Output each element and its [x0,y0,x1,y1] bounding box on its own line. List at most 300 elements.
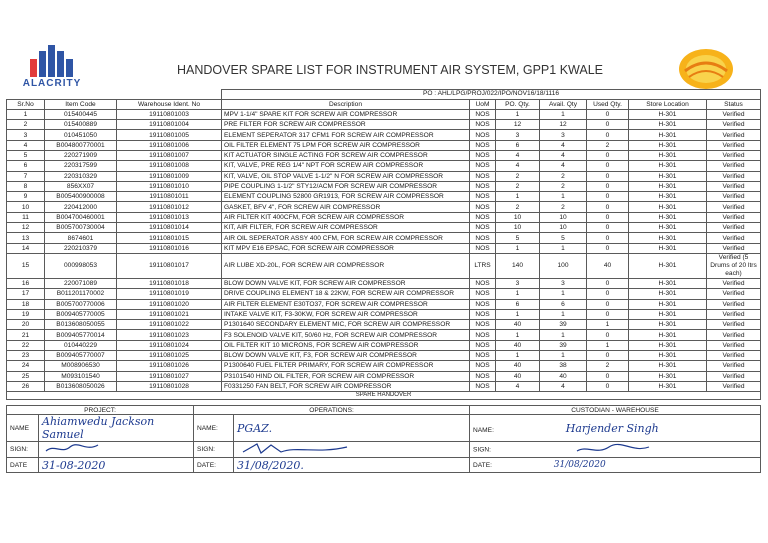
table-row [7,289,761,299]
cell-sr: 7 [7,171,45,181]
table-row [7,243,761,253]
project-date-value: 31-08-2020 [42,458,106,472]
cell-status: Verified [707,140,761,150]
cell-status: Verified [707,192,761,202]
cell-code: B009405770014 [45,330,117,340]
column-header: PO. Qty. [496,99,540,109]
section-label: SPARE HANDOVER [7,392,761,400]
cell-used: 1 [587,340,629,350]
cell-loc: H-301 [629,340,707,350]
cell-used: 0 [587,202,629,212]
cell-used: 1 [587,320,629,330]
cell-sr: 25 [7,371,45,381]
table-row [7,340,761,350]
cell-uom: NOS [470,150,496,160]
cell-ident: 19110801016 [117,243,222,253]
cell-status: Verified [707,202,761,212]
warehouse-date-value: 31/08/2020 [553,460,606,470]
cell-used: 0 [587,120,629,130]
cell-uom: NOS [470,361,496,371]
cell-uom: NOS [470,233,496,243]
cell-code: 010451050 [45,130,117,140]
cell-sr: 23 [7,351,45,361]
cell-uom: NOS [470,330,496,340]
cell-po: 6 [496,140,540,150]
cell-uom: NOS [470,351,496,361]
cell-status: Verified [707,243,761,253]
cell-ident: 19110801003 [117,109,222,119]
cell-sr: 16 [7,278,45,288]
cell-loc: H-301 [629,181,707,191]
cell-po: 6 [496,299,540,309]
cell-avail: 38 [540,361,587,371]
cell-po: 12 [496,120,540,130]
cell-po: 1 [496,330,540,340]
cell-po: 1 [496,243,540,253]
cell-po: 140 [496,253,540,278]
cell-uom: NOS [470,171,496,181]
cell-loc: H-301 [629,120,707,130]
cell-po: 4 [496,161,540,171]
cell-desc: P3101540 HIND OIL FILTER, FOR SCREW AIR COMPRESSOR [222,371,470,381]
cell-desc: P1300640 FUEL FILTER PRIMARY, FOR SCREW AIR COMPRESSOR [222,361,470,371]
cell-sr: 17 [7,289,45,299]
cell-po: 5 [496,233,540,243]
cell-loc: H-301 [629,361,707,371]
cell-status: Verified [707,340,761,350]
cell-uom: NOS [470,243,496,253]
cell-ident: 19110801020 [117,299,222,309]
cell-avail: 1 [540,192,587,202]
cell-avail: 2 [540,181,587,191]
cell-code: B011201170002 [45,289,117,299]
cell-uom: NOS [470,289,496,299]
cell-uom: NOS [470,320,496,330]
document-title: HANDOVER SPARE LIST FOR INSTRUMENT AIR SYSTEM, GPP1 KWALE [176,63,603,77]
cell-ident: 19110801019 [117,289,222,299]
cell-sr: 20 [7,320,45,330]
table-row [7,233,761,243]
cell-desc: AIR FILTER ELEMENT E30TO37, FOR SCREW AIR COMPRESSOR [222,299,470,309]
cell-code: 220210379 [45,243,117,253]
cell-loc: H-301 [629,278,707,288]
cell-code: B013608050026 [45,381,117,391]
column-header: Status [707,99,761,109]
cell-ident: 19110801011 [117,192,222,202]
cell-sr: 15 [7,253,45,278]
cell-desc: PRE FILTER FOR SCREW AIR COMPRESSOR [222,120,470,130]
cell-po: 2 [496,171,540,181]
cell-po: 40 [496,361,540,371]
cell-status: Verified [707,212,761,222]
table-row [7,351,761,361]
logo-bar [39,51,46,77]
table-row [7,202,761,212]
cell-ident: 19110801005 [117,130,222,140]
cell-desc: AIR OIL SEPERATOR ASSY 400 CFM, FOR SCREW AIR COMPRESSOR [222,233,470,243]
table-row [7,381,761,391]
cell-code: B009405770007 [45,351,117,361]
cell-ident: 19110801004 [117,120,222,130]
table-row [7,150,761,160]
cell-desc: PIPE COUPLING 1-1/2" STY12/ACM FOR SCREW AIR COMPRESSOR [222,181,470,191]
column-header: Sr.No [7,99,45,109]
cell-status: Verified [707,109,761,119]
cell-loc: H-301 [629,171,707,181]
warehouse-name-value: Harjender Singh [565,421,659,435]
cell-uom: NOS [470,202,496,212]
cell-desc: AIR FILTER KIT 400CFM, FOR SCREW AIR COMPRESSOR [222,212,470,222]
cell-avail: 1 [540,243,587,253]
cell-status: Verified [707,181,761,191]
cell-code: M008906530 [45,361,117,371]
column-header: Description [222,99,470,109]
cell-loc: H-301 [629,233,707,243]
cell-ident: 19110801006 [117,140,222,150]
cell-desc: BLOW DOWN VALVE KIT, F3, FOR SCREW AIR COMPRESSOR [222,351,470,361]
cell-code: 220310329 [45,171,117,181]
cell-status: Verified [707,371,761,381]
cell-status: Verified [707,361,761,371]
cell-sr: 4 [7,140,45,150]
table-row [7,171,761,181]
company-logo [10,45,94,89]
cell-desc: F0331250 FAN BELT, FOR SCREW AIR COMPRESSOR [222,381,470,391]
warehouse-name-label: NAME: [473,426,494,434]
operations-sign-label: SIGN: [194,442,234,458]
cell-sr: 24 [7,361,45,371]
cell-sr: 21 [7,330,45,340]
cell-ident: 19110801022 [117,320,222,330]
cell-desc: KIT, VALVE, OIL STOP VALVE 1-1/2" N FOR SCREW AIR COMPRESSOR [222,171,470,181]
cell-loc: H-301 [629,223,707,233]
cell-desc: INTAKE VALVE KIT, F3-30KW, FOR SCREW AIR COMPRESSOR [222,309,470,319]
cell-avail: 4 [540,161,587,171]
cell-uom: NOS [470,120,496,130]
cell-code: 220317599 [45,161,117,171]
cell-loc: H-301 [629,253,707,278]
cell-ident: 19110801018 [117,278,222,288]
cell-uom: NOS [470,381,496,391]
cell-sr: 3 [7,130,45,140]
cell-used: 0 [587,233,629,243]
cell-avail: 1 [540,351,587,361]
cell-sr: 14 [7,243,45,253]
cell-sr: 26 [7,381,45,391]
cell-desc: P1301640 SECONDARY ELEMENT MIC, FOR SCREW AIR COMPRESSOR [222,320,470,330]
column-header: Avail. Qty [540,99,587,109]
column-header: Store Location [629,99,707,109]
cell-loc: H-301 [629,371,707,381]
cell-loc: H-301 [629,320,707,330]
cell-sr: 9 [7,192,45,202]
cell-loc: H-301 [629,243,707,253]
cell-status: Verified (5 Drums of 20 ltrs each) [707,253,761,278]
cell-status: Verified [707,150,761,160]
cell-avail: 4 [540,381,587,391]
cell-ident: 19110801017 [117,253,222,278]
cell-po: 10 [496,223,540,233]
cell-used: 0 [587,181,629,191]
cell-avail: 39 [540,320,587,330]
column-header: UoM [470,99,496,109]
project-name-label: NAME [7,415,39,442]
table-row [7,253,761,278]
cell-ident: 19110801009 [117,171,222,181]
cell-desc: BLOW DOWN VALVE KIT, FOR SCREW AIR COMPRESSOR [222,278,470,288]
cell-avail: 4 [540,140,587,150]
cell-code: 220071089 [45,278,117,288]
cell-code: 000998053 [45,253,117,278]
table-row [7,361,761,371]
table-row [7,192,761,202]
cell-uom: NOS [470,109,496,119]
cell-used: 0 [587,330,629,340]
cell-po: 4 [496,150,540,160]
cell-uom: NOS [470,278,496,288]
table-row [7,212,761,222]
cell-avail: 2 [540,202,587,212]
logo-bars-icon [28,45,78,77]
cell-po: 1 [496,192,540,202]
table-row [7,278,761,288]
cell-desc: KIT MPV E16 EPSAC, FOR SCREW AIR COMPRESSOR [222,243,470,253]
cell-used: 2 [587,361,629,371]
cell-uom: NOS [470,371,496,381]
cell-used: 0 [587,289,629,299]
project-name-value: Ahiamwedu Jackson Samuel [42,415,155,441]
cell-ident: 19110801027 [117,371,222,381]
cell-code: 015400889 [45,120,117,130]
cell-status: Verified [707,309,761,319]
cell-status: Verified [707,120,761,130]
table-row [7,161,761,171]
cell-po: 40 [496,340,540,350]
cell-uom: NOS [470,212,496,222]
company-name: ALACRITY [22,78,82,89]
cell-sr: 5 [7,150,45,160]
operations-date-label: DATE: [194,458,234,473]
cell-ident: 19110801010 [117,181,222,191]
cell-sr: 8 [7,181,45,191]
operations-date-value: 31/08/2020. [237,458,304,472]
cell-avail: 6 [540,299,587,309]
operations-signature-icon [237,442,357,455]
cell-code: B004800770001 [45,140,117,150]
cell-po: 1 [496,109,540,119]
cell-uom: NOS [470,192,496,202]
cell-ident: 19110801025 [117,351,222,361]
sun-logo-icon [677,47,735,91]
cell-code: 220271909 [45,150,117,160]
cell-desc: OIL FILTER KIT 10 MICRONS, FOR SCREW AIR COMPRESSOR [222,340,470,350]
cell-used: 0 [587,109,629,119]
cell-loc: H-301 [629,309,707,319]
cell-ident: 19110801028 [117,381,222,391]
table-row [7,181,761,191]
cell-po: 2 [496,181,540,191]
operations-name-value: PGAZ. [237,421,273,435]
cell-loc: H-301 [629,299,707,309]
project-signature-icon [42,442,102,455]
cell-uom: NOS [470,309,496,319]
cell-sr: 12 [7,223,45,233]
cell-code: M093101540 [45,371,117,381]
cell-loc: H-301 [629,109,707,119]
cell-sr: 1 [7,109,45,119]
spare-list-table [6,89,761,400]
cell-desc: DRIVE COUPLING ELEMENT 18 & 22KW, FOR SCREW AIR COMPRESSOR [222,289,470,299]
operations-header: OPERATIONS: [194,406,470,415]
cell-uom: NOS [470,130,496,140]
table-row [7,140,761,150]
cell-avail: 12 [540,120,587,130]
cell-desc: KIT ACTUATOR SINGLE ACTING FOR SCREW AIR COMPRESSOR [222,150,470,160]
cell-ident: 19110801013 [117,212,222,222]
cell-code: B005700730004 [45,223,117,233]
cell-status: Verified [707,289,761,299]
cell-used: 0 [587,309,629,319]
cell-status: Verified [707,223,761,233]
cell-avail: 1 [540,330,587,340]
cell-loc: H-301 [629,289,707,299]
cell-sr: 2 [7,120,45,130]
cell-po: 1 [496,289,540,299]
logo-bar [57,51,64,77]
cell-ident: 19110801023 [117,330,222,340]
cell-uom: LTRS [470,253,496,278]
cell-ident: 19110801007 [117,150,222,160]
cell-po: 1 [496,309,540,319]
cell-sr: 11 [7,212,45,222]
cell-used: 0 [587,278,629,288]
cell-desc: ELEMENT COUPLING 52800 GR1913, FOR SCREW AIR COMPRESSOR [222,192,470,202]
cell-ident: 19110801008 [117,161,222,171]
cell-code: B004700460001 [45,212,117,222]
cell-status: Verified [707,171,761,181]
cell-loc: H-301 [629,202,707,212]
cell-code: B005400900008 [45,192,117,202]
operations-name-label: NAME: [194,415,234,442]
cell-loc: H-301 [629,192,707,202]
cell-avail: 2 [540,171,587,181]
cell-loc: H-301 [629,140,707,150]
cell-sr: 22 [7,340,45,350]
cell-uom: NOS [470,140,496,150]
cell-used: 0 [587,299,629,309]
cell-avail: 4 [540,150,587,160]
cell-sr: 13 [7,233,45,243]
cell-status: Verified [707,381,761,391]
po-number: PO : AHL/LPG/PROJ/022/IPO/NOV16/18/1116 [222,90,761,100]
logo-bar [48,45,55,77]
cell-po: 1 [496,351,540,361]
cell-uom: NOS [470,181,496,191]
signoff-table [6,405,761,473]
cell-code: 856XX07 [45,181,117,191]
cell-code: 8674601 [45,233,117,243]
cell-code: B013608050055 [45,320,117,330]
logo-bar [66,59,73,77]
cell-ident: 19110801014 [117,223,222,233]
cell-desc: F3 SOLENOID VALVE KIT, 50/60 Hz, FOR SCREW AIR COMPRESSOR [222,330,470,340]
cell-status: Verified [707,278,761,288]
cell-avail: 3 [540,130,587,140]
cell-used: 40 [587,253,629,278]
cell-used: 0 [587,381,629,391]
table-row [7,130,761,140]
cell-avail: 1 [540,289,587,299]
cell-po: 4 [496,381,540,391]
column-header: Item Code [45,99,117,109]
cell-uom: NOS [470,161,496,171]
cell-po: 40 [496,320,540,330]
cell-desc: ELEMENT SEPERATOR 317 CFM1 FOR SCREW AIR COMPRESSOR [222,130,470,140]
table-row [7,309,761,319]
cell-avail: 1 [540,309,587,319]
cell-sr: 6 [7,161,45,171]
project-sign-label: SIGN: [7,442,39,458]
cell-desc: KIT, VALVE, PRE REG 1/4" NPT FOR SCREW AIR COMPRESSOR [222,161,470,171]
cell-po: 3 [496,130,540,140]
cell-loc: H-301 [629,161,707,171]
cell-code: B009405770005 [45,309,117,319]
logo-bar [30,59,37,77]
cell-ident: 19110801021 [117,309,222,319]
cell-code: B005700770006 [45,299,117,309]
table-row [7,223,761,233]
cell-used: 2 [587,140,629,150]
cell-avail: 40 [540,371,587,381]
table-row [7,109,761,119]
cell-avail: 10 [540,212,587,222]
cell-po: 10 [496,212,540,222]
cell-uom: NOS [470,299,496,309]
cell-used: 0 [587,161,629,171]
cell-desc: AIR LUBE XD-20L, FOR SCREW AIR COMPRESSOR [222,253,470,278]
cell-avail: 5 [540,233,587,243]
cell-loc: H-301 [629,150,707,160]
project-date-label: DATE [7,458,39,473]
cell-code: 015400445 [45,109,117,119]
cell-used: 0 [587,212,629,222]
cell-avail: 100 [540,253,587,278]
cell-code: 010440229 [45,340,117,350]
cell-loc: H-301 [629,212,707,222]
cell-status: Verified [707,330,761,340]
cell-loc: H-301 [629,351,707,361]
cell-sr: 18 [7,299,45,309]
cell-ident: 19110801026 [117,361,222,371]
cell-sr: 10 [7,202,45,212]
cell-sr: 19 [7,309,45,319]
cell-loc: H-301 [629,330,707,340]
cell-used: 0 [587,351,629,361]
cell-status: Verified [707,351,761,361]
cell-used: 0 [587,192,629,202]
cell-avail: 3 [540,278,587,288]
cell-ident: 19110801012 [117,202,222,212]
cell-used: 0 [587,150,629,160]
cell-used: 0 [587,243,629,253]
cell-uom: NOS [470,223,496,233]
table-row [7,120,761,130]
table-row [7,299,761,309]
cell-status: Verified [707,130,761,140]
cell-desc: GASKET, BFV 4", FOR SCREW AIR COMPRESSOR [222,202,470,212]
cell-desc: MPV 1-1/4" SPARE KIT FOR SCREW AIR COMPRESSOR [222,109,470,119]
cell-ident: 19110801024 [117,340,222,350]
